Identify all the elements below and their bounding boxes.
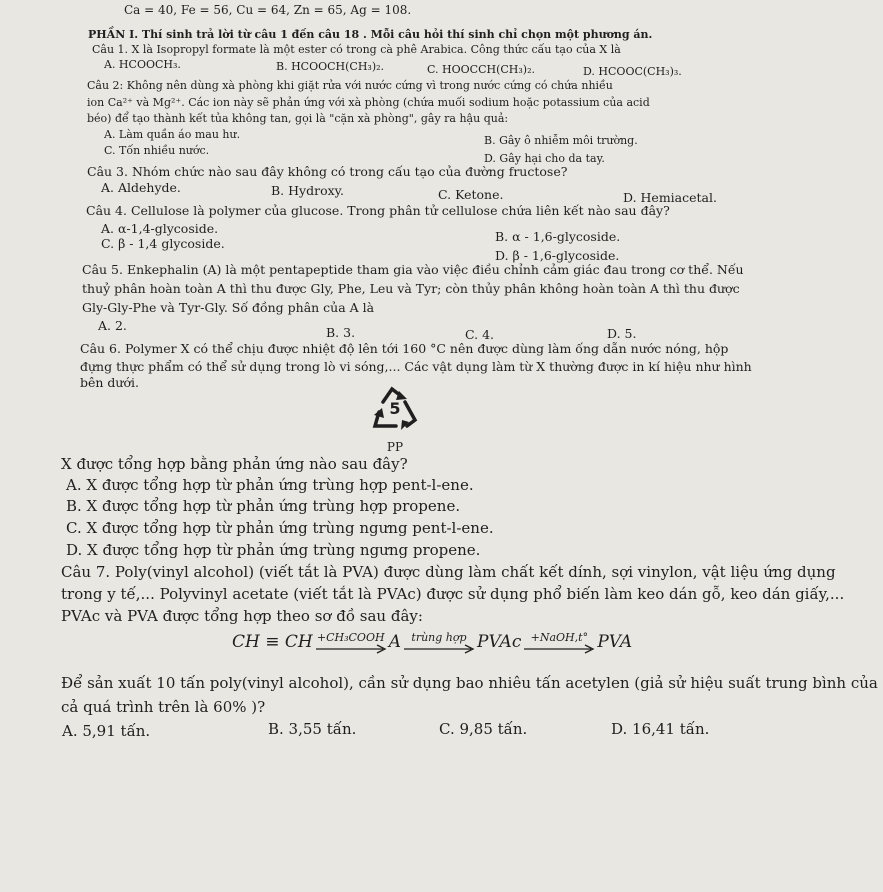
q6-option-a: A. X được tổng hợp từ phản ứng trùng hợp pent-l-ene.	[66, 476, 474, 494]
q7-option-b: B. 3,55 tấn.	[268, 720, 357, 738]
q1-option-c: C. HOOCCH(CH₃)₂.	[427, 63, 535, 76]
reaction-start: CH ≡ CH	[232, 632, 313, 652]
q3-option-a: A. Aldehyde.	[101, 180, 181, 195]
q2-option-b: B. Gây ô nhiễm môi trường.	[484, 134, 638, 147]
q6-option-c: C. X được tổng hợp từ phản ứng trùng ngưng pent-l-ene.	[66, 519, 494, 537]
recycle-number: 5	[389, 399, 401, 418]
q3-stem: Câu 3. Nhóm chức nào sau đây không có trong cấu tạo của đường fructose?	[87, 164, 568, 179]
q7-option-d: D. 16,41 tấn.	[611, 720, 710, 738]
q6-line-1: Câu 6. Polymer X có thể chịu được nhiệt độ lên tới 160 °C nên được dùng làm ống dẫn nước nóng, hộp	[80, 341, 729, 356]
reaction-a: A	[388, 632, 401, 652]
q2-option-a: A. Làm quần áo mau hư.	[104, 128, 241, 141]
q2-line-3: béo) để tạo thành kết tủa không tan, gọi là "cặn xà phòng", gây ra hậu quả:	[87, 112, 509, 125]
atomic-masses: Ca = 40, Fe = 56, Cu = 64, Zn = 65, Ag = 108.	[124, 3, 412, 17]
q5-line-3: Gly-Gly-Phe và Tyr-Gly. Số đồng phân của A là	[82, 300, 375, 315]
q6-line-3: bên dưới.	[80, 375, 139, 390]
reaction-scheme	[232, 632, 632, 654]
q2-option-c: C. Tốn nhiều nước.	[104, 144, 210, 157]
arrow1-label: +CH₃COOH	[316, 631, 385, 644]
q7-option-c: C. 9,85 tấn.	[439, 720, 528, 738]
q6-option-d: D. X được tổng hợp từ phản ứng trùng ngưng propene.	[66, 541, 481, 559]
arrow3-label: +NaOH,t°	[530, 631, 589, 644]
q3-option-d: D. Hemiacetal.	[623, 190, 717, 205]
q7-line-5: cả quá trình trên là 60% )?	[61, 698, 266, 716]
recycle-triangle-icon	[365, 382, 425, 434]
q7-line-2: trong y tế,... Polyvinyl acetate (viết tắt là PVAc) được sử dụng phổ biến làm keo dán gỗ, keo dán giấy,...	[61, 585, 845, 603]
arrow-right-icon	[523, 644, 595, 654]
q7-line-4: Để sản xuất 10 tấn poly(vinyl alcohol), cần sử dụng bao nhiêu tấn acetylen (giả sử hiệu suất trung bình của	[61, 674, 878, 692]
q7-line-1: Câu 7. Poly(vinyl alcohol) (viết tắt là PVA) được dùng làm chất kết dính, sợi vinylon, vật liệu ứng dụng	[61, 563, 836, 581]
arrow-right-icon	[315, 644, 387, 654]
q4-stem: Câu 4. Cellulose là polymer của glucose. Trong phân tử cellulose chứa liên kết nào sau đây?	[86, 203, 670, 218]
reaction-pva: PVA	[597, 632, 633, 652]
q5-line-2: thuỷ phân hoàn toàn A thì thu được Gly, Phe, Leu và Tyr; còn thủy phân không hoàn toàn A thì thu được	[82, 281, 740, 296]
q7-option-a: A. 5,91 tấn.	[62, 722, 151, 740]
q5-option-d: D. 5.	[607, 326, 637, 341]
q4-option-b: B. α - 1,6-glycoside.	[495, 229, 621, 244]
recycling-symbol	[365, 382, 425, 454]
q3-option-c: C. Ketone.	[438, 187, 504, 202]
q6-line-2: đựng thực phẩm có thể sử dụng trong lò vi sóng,... Các vật dụng làm từ X thường được in kí hiệu như hình	[80, 359, 752, 374]
q1-option-d: D. HCOOC(CH₃)₃.	[583, 65, 682, 78]
q5-option-a: A. 2.	[98, 318, 127, 333]
q7-line-3: PVAc và PVA được tổng hợp theo sơ đồ sau đây:	[61, 607, 423, 625]
arrow-right-icon	[403, 644, 475, 654]
part-title: PHẦN I. Thí sinh trả lời từ câu 1 đến câu 18 . Mỗi câu hỏi thí sinh chỉ chọn một phương án.	[88, 28, 653, 41]
q5-option-c: C. 4.	[465, 327, 494, 342]
q1-option-b: B. HCOOCH(CH₃)₂.	[276, 60, 385, 73]
q4-option-d: D. β - 1,6-glycoside.	[495, 248, 620, 263]
q5-option-b: B. 3.	[326, 325, 356, 340]
q2-option-d: D. Gây hại cho da tay.	[484, 152, 605, 165]
q1-option-a: A. HCOOCH₃.	[104, 58, 181, 71]
q6-option-b: B. X được tổng hợp từ phản ứng trùng hợp propene.	[66, 497, 461, 515]
arrow2-label: trùng hợp	[411, 631, 467, 644]
q5-line-1: Câu 5. Enkephalin (A) là một pentapeptide tham gia vào việc điều chỉnh cảm giác đau trong cơ thể. Nếu	[82, 262, 744, 277]
q2-line-1: Câu 2: Không nên dùng xà phòng khi giặt rửa với nước cứng vì trong nước cứng có chứa nhiều	[87, 79, 613, 92]
recycle-label: PP	[386, 440, 404, 454]
q1-stem: Câu 1. X là Isopropyl formate là một ester có trong cà phê Arabica. Công thức cấu tạo của X là	[92, 43, 621, 56]
q4-option-c: C. β - 1,4 glycoside.	[101, 236, 225, 251]
q6-stem: X được tổng hợp bằng phản ứng nào sau đây?	[61, 455, 408, 473]
reaction-pvac: PVAc	[477, 632, 522, 652]
q2-line-2: ion Ca²⁺ và Mg²⁺. Các ion này sẽ phản ứng với xà phòng (chứa muối sodium hoặc potassium của acid	[87, 96, 650, 109]
q4-option-a: A. α-1,4-glycoside.	[101, 221, 219, 236]
q3-option-b: B. Hydroxy.	[271, 183, 345, 198]
